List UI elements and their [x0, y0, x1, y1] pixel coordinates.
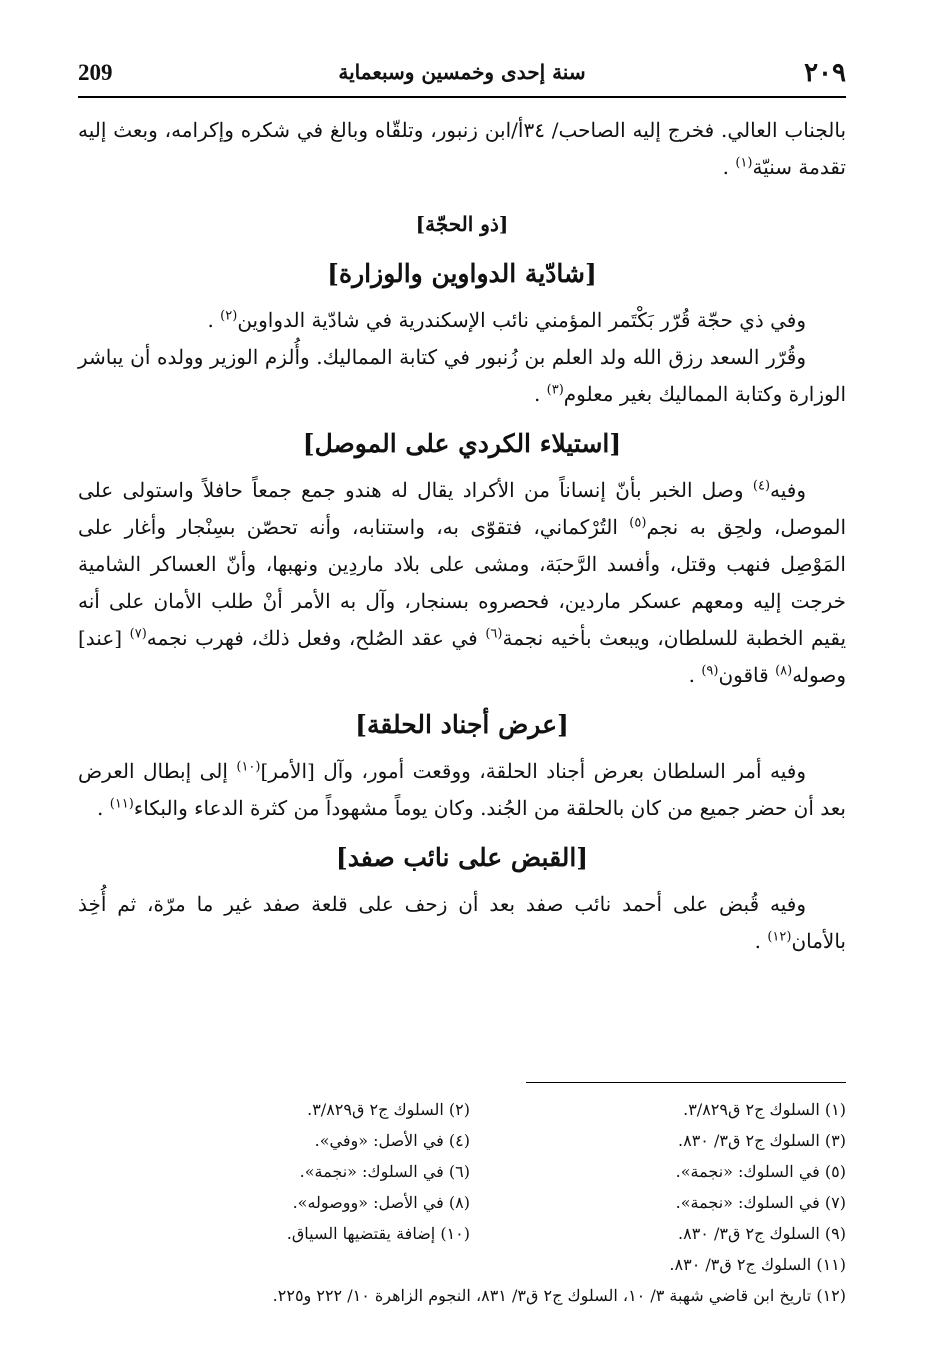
footnote: (٩) السلوك ج٢ ق٣/ ٨٣٠.: [678, 1224, 846, 1243]
main-text: [78, 112, 846, 960]
footnote-ref[interactable]: (٦): [485, 626, 503, 642]
footnote-ref[interactable]: (٨): [775, 663, 793, 679]
footnote: (٤) في الأصل: «وفي».: [314, 1131, 470, 1150]
footnote: (١) السلوك ج٢ ق٣/٨٢٩.: [683, 1100, 846, 1119]
section-heading: [القبض على نائب صفد]: [335, 843, 589, 872]
footnote-ref[interactable]: (١): [735, 155, 753, 171]
footnote-ref[interactable]: (٣): [546, 382, 564, 398]
footnote: (١١) السلوك ج٢ ق٣/ ٨٣٠.: [669, 1255, 846, 1274]
page-number-latin: 209: [78, 60, 113, 85]
footnote-ref[interactable]: (١١): [109, 796, 134, 812]
paragraph: وفيه قُبض على أحمد نائب صفد بعد أن زحف على قلعة صفد غير ما مرّة، ثم أُخِذ بالأمان$^{(١٢)}$ .: [78, 892, 846, 953]
footnote: (٦) في السلوك: «نجمة».: [299, 1162, 470, 1181]
footnote-ref[interactable]: (١٠): [236, 759, 261, 775]
section-heading: [شادّية الدواوين والوزارة]: [327, 259, 597, 288]
footnote: (١٠) إضافة يقتضيها السياق.: [286, 1224, 470, 1243]
footnote-ref[interactable]: (٧): [129, 626, 147, 642]
footnote-row: [94, 1156, 846, 1187]
footnote-ref[interactable]: (١٢): [767, 929, 792, 945]
footnote: (٧) في السلوك: «نجمة».: [675, 1193, 846, 1212]
footnotes: [94, 1094, 846, 1311]
footnote-ref[interactable]: (٤): [752, 478, 771, 494]
footnote-row: [94, 1187, 846, 1218]
footnote: (١٢) تاريخ ابن قاضي شهبة ٣/ ١٠، السلوك ج٢ ق٣/ ٨٣١، النجوم الزاهرة ١٠/ ٢٢٢ و٢٢٥.: [272, 1286, 846, 1305]
section-heading: [عرض أجناد الحلقة]: [355, 710, 569, 739]
page-number-arabic: ٢٠٩: [804, 58, 846, 88]
footnote-ref[interactable]: (٢): [220, 308, 238, 324]
paragraph: وقُرّر السعد رزق الله ولد العلم بن زُنبور في كتابة المماليك. وأُلزم الوزير وولده أن يباشر الوزارة وكتابة المماليك بغير معلوم$^{(٣)}$ .: [78, 345, 846, 406]
page-header: [78, 52, 846, 92]
paragraph: وفيه$^{(٤)}$ وصل الخبر بأنّ إنساناً من الأكراد يقال له هندو جمع جمعاً حافلاً واستولى على الموصل، ولحِق به نجم$^{(٥)}$ التُرْكماني، فتقوّى به، واستنابه، وأنه تحصّن بسِنْجار وأغار على المَوْصِل فنهب وقتل، وأفسد الرَّحبَة، ومشى على بلاد ماردِين ونهبها، وأنّ العساكر الشامية خرجت إليه ومعهم عسكر ماردين، فحصروه بسنجار، وآل به الأمر أنْ طلب الأمان على أنه يقيم الخطبة للسلطان، ويبعث بأخيه نجمة$^{(٦)}$ في عقد الصُلح، وفعل ذلك، فهرب نجمه$^{(٧)}$ [عند] وصوله$^{(٨)}$ قاقون$^{(٩)}$ .: [78, 478, 847, 687]
running-title: سنة إحدى وخمسين وسبعماية: [338, 60, 586, 84]
paragraph: بالجناب العالي. فخرج إليه الصاحب/ ٣٤أ/ابن زنبور، وتلقّاه وبالغ في شكره وإكرامه، وبعث إليه تقدمة سنيّة$^{(١)}$ .: [78, 118, 847, 179]
paragraph: وفي ذي حجّة قُرّر بَكْتَمر المؤمني نائب الإسكندرية في شادّية الدواوين$^{(٢)}$ .: [207, 308, 806, 332]
footnote-row: [94, 1218, 846, 1249]
footnote-row: [94, 1249, 846, 1280]
footnote: (٨) في الأصل: «ووصوله».: [292, 1193, 470, 1212]
footnote-ref[interactable]: (٩): [701, 663, 719, 679]
footnote: (٥) في السلوك: «نجمة».: [675, 1162, 846, 1181]
section-heading: [استيلاء الكردي على الموصل]: [302, 429, 622, 458]
footnote-rule: [526, 1082, 846, 1083]
paragraph: وفيه أمر السلطان بعرض أجناد الحلقة، ووقعت أمور، وآل [الأمر]$^{(١٠)}$ إلى إبطال العرض بعد أن حضر جميع من كان بالحلقة من الجُند. وكان يوماً مشهوداً من كثرة الدعاء والبكاء$^{(١١)}$ .: [78, 759, 846, 820]
footnote-row: [94, 1094, 846, 1125]
footnote: (٣) السلوك ج٢ ق٣/ ٨٣٠.: [678, 1131, 846, 1150]
month-heading: [ذو الحجّة]: [415, 212, 509, 236]
header-rule: [78, 96, 846, 98]
footnote-ref[interactable]: (٥): [629, 515, 647, 531]
footnote: (٢) السلوك ج٢ ق٣/٨٢٩.: [307, 1100, 470, 1119]
footnote-row: [94, 1125, 846, 1156]
footnote-row: [94, 1280, 846, 1311]
